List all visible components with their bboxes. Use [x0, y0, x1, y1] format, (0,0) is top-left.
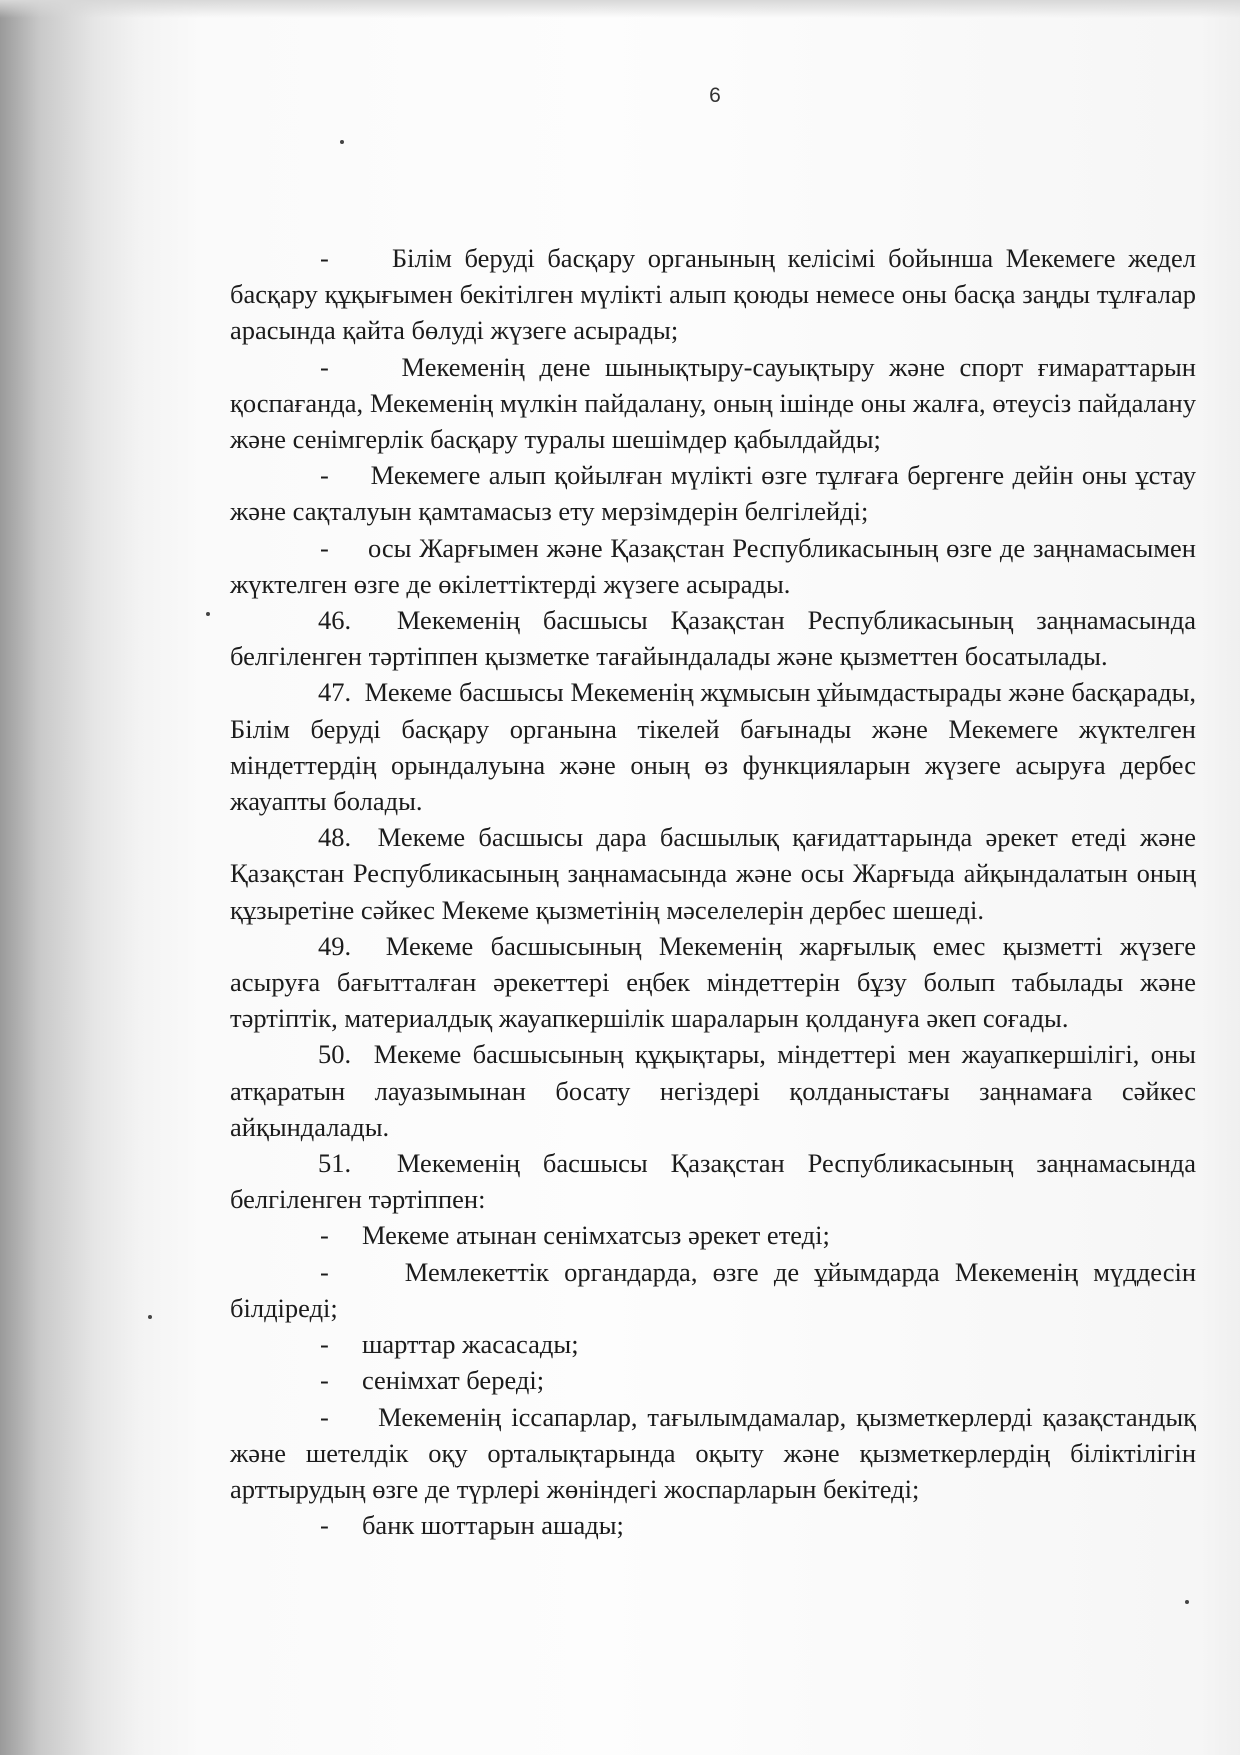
paragraph: - Білім беруді басқару органының келісімі бойынша Мекемеге жедел басқару құқығымен бекітілген мүлікті алып қоюды немесе оны басқа заңды тұлғалар арасында қайта бөлуді жүзеге асырады;	[230, 243, 1196, 346]
page-number: 6	[709, 84, 721, 107]
paragraph: - Мемлекеттік органдарда, өзге де ұйымдарда Мекеменің мүддесін білдіреді;	[230, 1256, 1196, 1323]
scan-speck	[148, 1315, 152, 1319]
paragraph: 48. Мекеме басшысы дара басшылық қағидаттарында әрекет етеді және Қазақстан Республикасының заңнамасында және осы Жарғыда айқындалатын оның құзыретіне сәйкес Мекеме қызметінің мәселелерін дербес шешеді.	[230, 822, 1196, 925]
document-body	[230, 240, 1196, 1543]
paragraph: - Мекеме атынан сенімхатсыз әрекет етеді;	[320, 1220, 830, 1251]
scan-speck	[340, 140, 344, 144]
page-shadow	[0, 0, 1240, 18]
paragraph: 51. Мекеменің басшысы Қазақстан Республикасының заңнамасында белгіленген тәртіппен:	[230, 1148, 1196, 1215]
scan-speck	[206, 612, 210, 616]
paragraph: 49. Мекеме басшысының Мекеменің жарғылық емес қызметті жүзеге асыруға бағытталған әрекеттері еңбек міндеттерін бұзу болып табылады және тәртіптік, материалдық жауапкершілік шараларын қолдануға әкеп соғады.	[230, 930, 1196, 1034]
paragraph: - шарттар жасасады;	[320, 1329, 579, 1360]
paragraph: - осы Жарғымен және Қазақстан Республикасының өзге де заңнамасымен жүктелген өзге де өкілеттіктерді жүзеге асырады.	[230, 532, 1196, 599]
paragraph: - сенімхат береді;	[320, 1365, 545, 1396]
paragraph: 46. Мекеменің басшысы Қазақстан Республикасының заңнамасында белгіленген тәртіппен қызметке тағайындалады және қызметтен босатылады.	[230, 605, 1196, 672]
paragraph: - банк шоттарын ашады;	[320, 1510, 624, 1541]
paragraph: - Мекеменің дене шынықтыру-сауықтыру және спорт ғимараттарын қоспағанда, Мекеменің мүлкін пайдалану, оның ішінде оны жалға, өтеусіз пайдалану және сенімгерлік басқару туралы шешімдер қабылдайды;	[230, 351, 1196, 455]
paragraph: - Мекемеге алып қойылған мүлікті өзге тұлғаға бергенге дейін оны ұстау және сақталуын қамтамасыз ету мерзімдерін белгілейді;	[230, 460, 1196, 527]
scan-speck	[1185, 1600, 1189, 1604]
paragraph: 50. Мекеме басшысының құқықтары, міндеттері мен жауапкершілігі, оны атқаратын лауазымынан босату негіздері қолданыстағы заңнамаға сәйкес айқындалады.	[230, 1039, 1196, 1142]
paragraph: - Мекеменің іссапарлар, тағылымдамалар, қызметкерлерді қазақстандық және шетелдік оқу орталықтарында оқыту және қызметкерлердің біліктілігін арттырудың өзге де түрлері жөніндегі жоспарларын бекітеді;	[230, 1401, 1196, 1504]
paragraph: 47. Мекеме басшысы Мекеменің жұмысын ұйымдастырады және басқарады, Білім беруді басқару органына тікелей бағынады және Мекемеге жүктелген міндеттердің орындалуына және оның өз функцияларын жүзеге асыруға дербес жауапты болады.	[230, 677, 1196, 817]
